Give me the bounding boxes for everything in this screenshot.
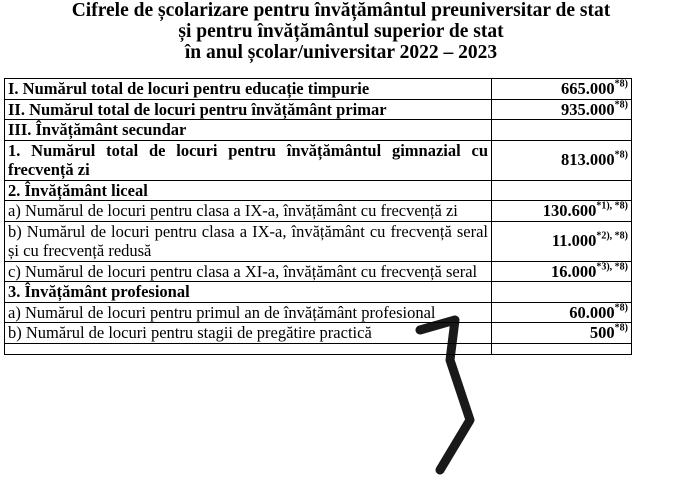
row-value: 60.000$^{*8)}$ (492, 302, 632, 323)
row-value (492, 180, 632, 201)
title-line-3: în anul școlar/universitar 2022 – 2023 (184, 42, 498, 63)
row-label: c) Numărul de locuri pentru clasa a XI-a, învățământ cu frecvență seral (5, 261, 492, 282)
table-row (5, 99, 632, 120)
title-line-1: Cifrele de școlarizare pentru învățământul preuniversitar de stat (71, 0, 611, 21)
section-heading: 2. Învățământ liceal (5, 180, 492, 201)
table-row (5, 140, 632, 180)
table-row (5, 261, 632, 282)
row-label: I. Numărul total de locuri pentru educație timpurie (5, 79, 492, 100)
row-label: a) Numărul de locuri pentru clasa a IX-a, învățământ cu frecvență zi (5, 201, 492, 222)
table-row (5, 201, 632, 222)
row-value: 813.000$^{*8)}$ (492, 140, 632, 180)
row-value: $16.000^{*3), *8)}$ (492, 261, 632, 282)
row-value (492, 343, 632, 354)
row-label: b) Numărul de locuri pentru clasa a IX-a, învățământ cu frecvență seral și cu frecvență redusă (5, 221, 492, 261)
row-label: b) Numărul de locuri pentru stagii de pregătire practică (5, 323, 492, 344)
row-label: 1. Numărul total de locuri pentru învățământul gimnazial cu frecvență zi (5, 140, 492, 180)
table-row-cut (5, 343, 632, 354)
row-label: II. Numărul total de locuri pentru învățământ primar (5, 99, 492, 120)
section-heading: 3. Învățământ profesional (5, 282, 492, 303)
table-row (5, 180, 632, 201)
table-row (5, 120, 632, 141)
table-row (5, 221, 632, 261)
title-line-2: și pentru învățământul superior de stat (178, 21, 504, 42)
table-row (5, 323, 632, 344)
row-value: $11.000^{*2), *8)}$ (492, 221, 632, 261)
row-label: a) Numărul de locuri pentru primul an de învățământ profesional (5, 302, 492, 323)
row-value: 665.000$^{*8)}$ (492, 79, 632, 100)
table-row (5, 282, 632, 303)
row-value (492, 120, 632, 141)
table-row (5, 79, 632, 100)
row-value (492, 282, 632, 303)
row-value: $130.600^{*1), *8)}$ (492, 201, 632, 222)
row-value: 500$^{*8)}$ (492, 323, 632, 344)
enrollment-table (4, 78, 632, 355)
row-value: 935.000$^{*8)}$ (492, 99, 632, 120)
document-title (0, 0, 682, 63)
section-heading: III. Învățământ secundar (5, 120, 492, 141)
row-label (5, 343, 492, 354)
table-row (5, 302, 632, 323)
